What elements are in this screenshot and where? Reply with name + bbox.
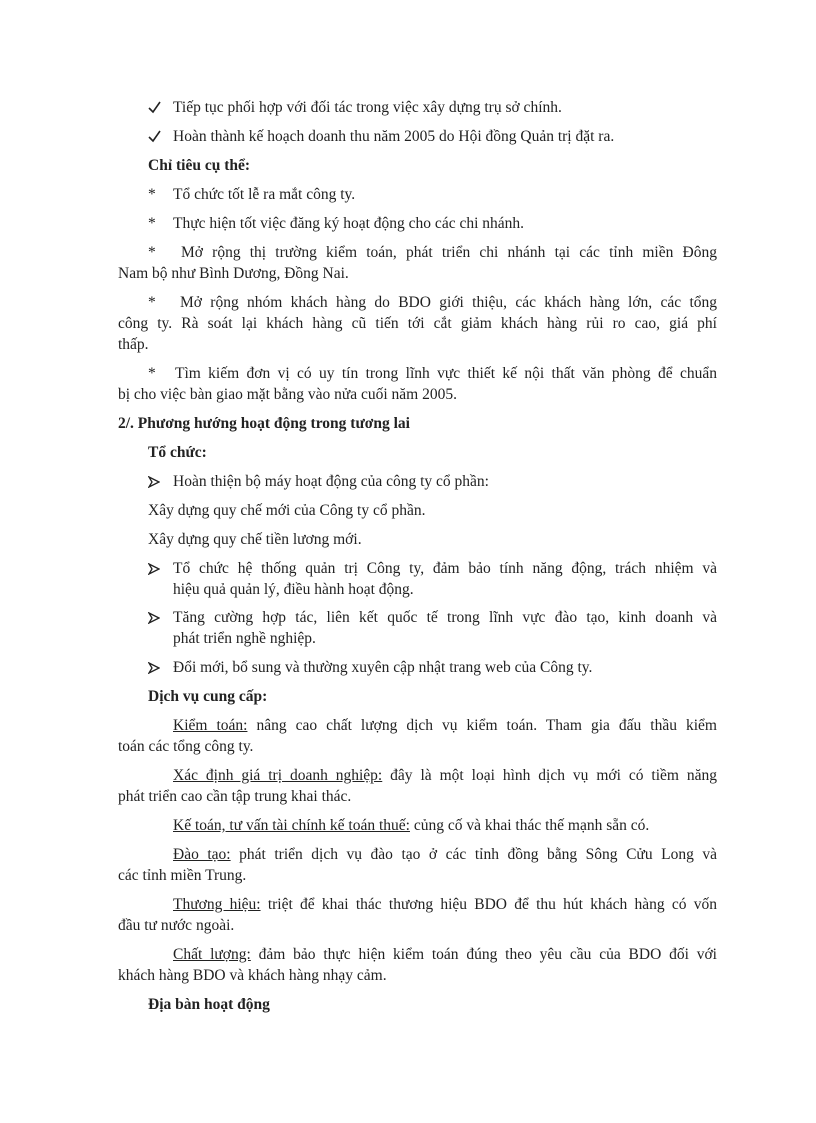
org-item-line: hiệu quả quản lý, điều hành hoạt động.	[173, 581, 414, 598]
service-term: Kiểm toán:	[173, 717, 248, 734]
service-line: toán các tổng công ty.	[118, 738, 254, 755]
asterisk-icon: *	[148, 244, 156, 261]
goal-text: Tiếp tục phối hợp với đối tác trong việc xây dựng trụ sở chính.	[173, 99, 562, 116]
arrowhead-bullet-icon	[148, 476, 168, 488]
target-item-line: Mở rộng nhóm khách hàng do BDO giới thiệu, các khách hàng lớn, các tổng	[180, 294, 717, 311]
service-term: Xác định giá trị doanh nghiệp:	[173, 767, 383, 784]
org-item-line: Đổi mới, bổ sung và thường xuyên cập nhật trang web của Công ty.	[173, 659, 593, 676]
services-heading: Dịch vụ cung cấp:	[148, 688, 268, 705]
target-item-line: Tìm kiếm đơn vị có uy tín trong lĩnh vực thiết kế nội thất văn phòng để chuẩn	[175, 365, 717, 382]
org-plain-line: Xây dựng quy chế tiền lương mới.	[148, 531, 362, 548]
target-item: * Tổ chức tốt lễ ra mắt công ty.	[148, 186, 356, 203]
asterisk-icon: *	[148, 186, 156, 203]
checkmark-icon	[148, 101, 168, 114]
service-item: Xác định giá trị doanh nghiệp: đây là một loại hình dịch vụ mới có tiềm năng	[173, 767, 718, 784]
service-term: Chất lượng:	[173, 946, 251, 963]
target-item-line: bị cho việc bàn giao mặt bằng vào nửa cuối năm 2005.	[118, 386, 457, 403]
org-heading: Tổ chức:	[148, 444, 207, 461]
goal-text: Hoàn thành kế hoạch doanh thu năm 2005 do Hội đồng Quản trị đặt ra.	[173, 128, 615, 145]
service-line: các tỉnh miền Trung.	[118, 867, 247, 884]
target-item-line: thấp.	[118, 336, 149, 353]
service-item: Đào tạo: phát triển dịch vụ đào tạo ở các tỉnh đồng bằng Sông Cửu Long và	[173, 846, 717, 863]
service-line: khách hàng BDO và khách hàng nhạy cảm.	[118, 967, 387, 984]
org-item-line: Tăng cường hợp tác, liên kết quốc tế trong lĩnh vực đào tạo, kinh doanh và	[173, 609, 717, 626]
target-item-line: Nam bộ như Bình Dương, Đồng Nai.	[118, 265, 349, 282]
service-item: Chất lượng: đảm bảo thực hiện kiểm toán đúng theo yêu cầu của BDO đối với	[173, 946, 717, 963]
org-item-line: Tổ chức hệ thống quản trị Công ty, đảm bảo tính năng động, trách nhiệm và	[173, 560, 717, 577]
checkmark-icon	[148, 130, 168, 143]
service-term: Đào tạo:	[173, 846, 231, 863]
service-line: đầu tư nước ngoài.	[118, 917, 235, 934]
target-item: * Thực hiện tốt việc đăng ký hoạt động cho các chi nhánh.	[148, 215, 525, 232]
arrowhead-bullet-icon	[148, 606, 160, 624]
asterisk-icon: *	[148, 365, 156, 382]
org-item-line: phát triển nghề nghiệp.	[173, 630, 316, 647]
targets-heading: Chỉ tiêu cụ thể:	[148, 157, 251, 174]
service-term: Thương hiệu:	[173, 896, 261, 913]
target-item-line: Mở rộng thị trường kiểm toán, phát triển chi nhánh tại các tỉnh miền Đông	[181, 244, 717, 261]
area-heading: Địa bàn hoạt động	[148, 996, 270, 1013]
arrowhead-bullet-icon	[148, 656, 160, 674]
service-line: phát triển cao cần tập trung khai thác.	[118, 788, 352, 805]
asterisk-icon: *	[148, 294, 156, 311]
service-term: Kế toán, tư vấn tài chính kế toán thuế:	[173, 817, 410, 834]
org-plain-line: Xây dựng quy chế mới của Công ty cổ phần.	[148, 502, 426, 519]
asterisk-icon: *	[148, 215, 156, 232]
service-item: Kế toán, tư vấn tài chính kế toán thuế: củng cố và khai thác thế mạnh sẵn có.	[173, 817, 650, 834]
service-item: Thương hiệu: triệt để khai thác thương hiệu BDO để thu hút khách hàng có vốn	[173, 896, 717, 913]
section-heading: 2/. Phương hướng hoạt động trong tương lai	[118, 415, 410, 432]
document-page: Tiếp tục phối hợp với đối tác trong việc xây dựng trụ sở chính. Hoàn thành kế hoạch doanh thu năm 2005 do Hội đồng Quản trị đặt ra. Chỉ tiêu cụ thể: * Tổ chức tốt lễ ra mắt công ty. * Thực hiện tốt việc đăng ký hoạt động cho các chi nhánh. * Mở rộng thị trường kiểm toán, phát triển chi nhánh tại các tỉnh miền Đông Nam bộ như Bình Dương, Đồng Nai. * Mở rộng nhóm khách hàng do BDO giới thiệu, các khách hàng lớn, các tổng công ty. Rà soát lại khách hàng cũ tiến tới cắt giảm khách hàng rủi ro cao, giá phí thấp. * Tìm kiếm đơn vị có uy tín trong lĩnh vực thiết kế nội thất văn phòng để chuẩn bị cho việc bàn giao mặt bằng vào nửa cuối năm 2005. 2/. Phương hướng hoạt động trong tương lai Tổ chức: Hoàn thiện bộ máy hoạt động của công ty cổ phần: Xây dựng quy chế mới của Công ty cổ phần. Xây dựng quy chế tiền lương mới. Tổ chức hệ thống quản trị Công ty, đảm bảo tính năng động, trách nhiệm và hiệu quả quản lý, điều hành hoạt động. Tăng cường hợp tác, liên kết quốc tế trong lĩnh vực đào tạo, kinh doanh và phát triển nghề nghiệp. Đổi mới, bổ sung và thường xuyên cập nhật trang web của Công ty. Dịch vụ cung cấp: Kiểm toán: nâng cao chất lượng dịch vụ kiểm toán. Tham gia đấu thầu kiểm toán các tổng công ty. Xác định giá trị doanh nghiệp: đây là một loại hình dịch vụ mới có tiềm năng phát triển cao cần tập trung khai thác. Kế toán, tư vấn tài chính kế toán thuế: củng cố và khai thác thế mạnh sẵn có. Đào tạo: phát triển dịch vụ đào tạo ở các tỉnh đồng bằng Sông Cửu Long và các tỉnh miền Trung. Thương hiệu: triệt để khai thác thương hiệu BDO để thu hút khách hàng có vốn đầu tư nước ngoài. Chất lượng: đảm bảo thực hiện kiểm toán đúng theo yêu cầu của BDO đối với khách hàng BDO và khách hàng nhạy cảm. Địa bàn hoạt động	[0, 0, 816, 1123]
arrowhead-bullet-icon	[148, 557, 160, 575]
service-item: Kiểm toán: nâng cao chất lượng dịch vụ kiểm toán. Tham gia đấu thầu kiểm	[173, 717, 717, 734]
target-item-line: công ty. Rà soát lại khách hàng cũ tiến tới cắt giảm khách hàng rủi ro cao, giá phí	[118, 315, 717, 332]
